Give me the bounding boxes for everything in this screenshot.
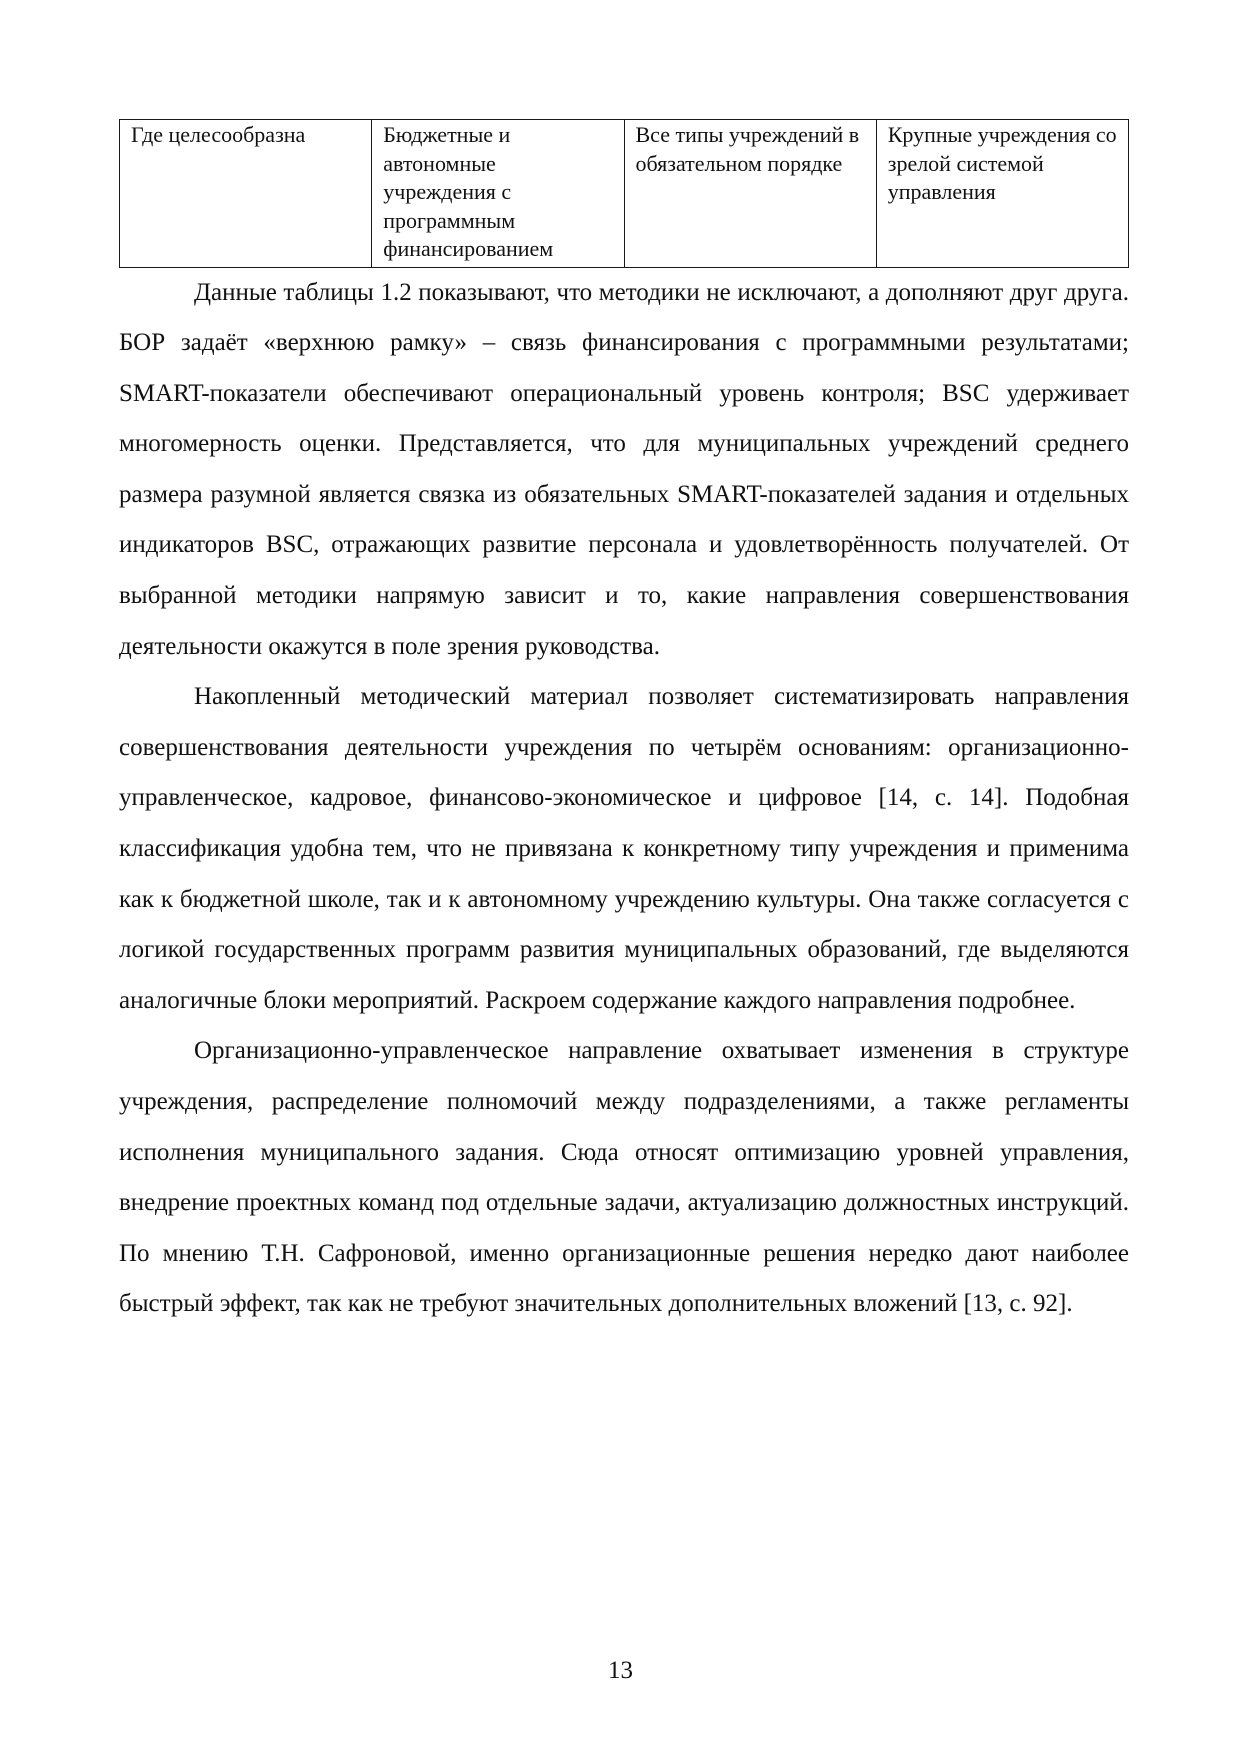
page-number: 13 [608, 1657, 633, 1684]
document-page [119, 119, 1129, 1330]
table-cell: Бюджетные и автономные учреждения с программным финансированием [372, 120, 624, 268]
body-paragraph: Накопленный методический материал позволяет систематизировать направления совершенствования деятельности учреждения по четырём основаниям: организационно-управленческое, кадровое, финансово-экономическое и цифровое [14, с. 14]. Подобная классификация удобна тем, что не привязана к конкретному типу учреждения и применима как к бюджетной школе, так и к автономному учреждению культуры. Она также согласуется с логикой государственных программ развития муниципальных образований, где выделяются аналогичные блоки мероприятий. Раскроем содержание каждого направления подробнее. [119, 683, 1129, 1014]
body-paragraph: Данные таблицы 1.2 показывают, что методики не исключают, а дополняют друг друга. БОР задаёт «верхнюю рамку» – связь финансирования с программными результатами; SMART-показатели обеспечивают операциональный уровень контроля; BSC удерживает многомерность оценки. Представляется, что для муниципальных учреждений среднего размера разумной является связка из обязательных SMART-показателей задания и отдельных индикаторов BSC, отражающих развитие персонала и удовлетворённость получателей. От выбранной методики напрямую зависит и то, какие направления совершенствования деятельности окажутся в поле зрения руководства. [119, 278, 1129, 660]
table-cell: Все типы учреждений в обязательном порядке [624, 120, 876, 268]
methods-comparison-table-continuation [119, 119, 1129, 268]
table-row [120, 120, 1129, 268]
table-cell: Крупные учреждения со зрелой системой управления [876, 120, 1128, 268]
body-paragraph: Организационно-управленческое направление охватывает изменения в структуре учреждения, распределение полномочий между подразделениями, а также регламенты исполнения муниципального задания. Сюда относят оптимизацию уровней управления, внедрение проектных команд под отдельные задачи, актуализацию должностных инструкций. По мнению Т.Н. Сафроновой, именно организационные решения нередко дают наиболее быстрый эффект, так как не требуют значительных дополнительных вложений [13, с. 92]. [119, 1037, 1129, 1318]
table-row-label: Где целесообразна [120, 120, 372, 268]
